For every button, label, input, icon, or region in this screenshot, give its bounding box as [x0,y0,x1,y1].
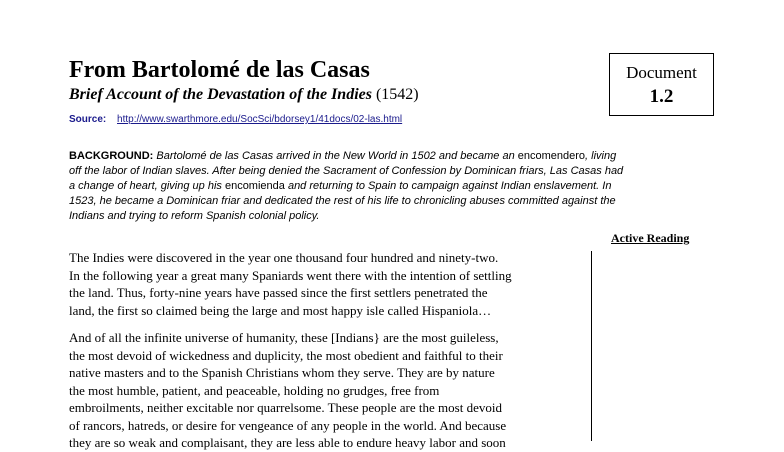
body-line: In the following year a great many Spaniards went there with the intention of settling [69,267,512,283]
document-label: Document [626,63,697,82]
body-line: the land. Thus, forty-nine years have passed since the first settlers penetrated the [69,285,488,300]
body-line: The Indies were discovered in the year one thousand four hundred and ninety-two. [69,250,499,265]
document-number: 1.2 [649,86,674,107]
encomendero-term: encomendero [517,150,586,162]
body-line: of rancors, hatreds, or desire for vengeance of any people in the world. And because [69,417,507,433]
body-line: they are so weak and complaisant, they are less able to endure heavy labor and soon [69,435,506,450]
body-line: embroilments, neither excitable nor quarrelsome. These people are the most devoid [69,400,502,415]
background-line: off the labor of Indian slaves. After being denied the Sacrament of Confession by Dominican friars, Las Casas had [69,165,624,177]
background-line: a change of heart, giving up his encomienda and returning to Spain to campaign against Indian enslavement. In [69,180,612,192]
body-line: land, the first so claimed being the large and most happy isle called Hispaniola… [69,302,492,318]
background-section [69,149,709,224]
background-line: BACKGROUND: Bartolomé de las Casas arrived in the New World in 1502 and became an encomendero, living [69,150,617,162]
work-title: Brief Account of the Devastation of the Indies [69,86,372,103]
source-line [69,113,402,127]
body-line: And of all the infinite universe of humanity, these [Indians} are the most guileless, [69,330,499,345]
source-label: Source: [69,114,107,125]
encomienda-term: encomienda [224,180,285,192]
body-line: the most humble, patient, and peaceable, holding no grudges, free from [69,382,440,398]
margin-divider [591,251,592,441]
background-line: 1523, he became a Dominican friar and dedicated the rest of his life to chronicling abuses committed against the [69,195,616,207]
work-year: (1542) [375,86,419,103]
document-subtitle [69,85,419,105]
source-link[interactable]: http://www.swarthmore.edu/SocSci/bdorsey1/41docs/02-las.html [117,114,403,125]
active-reading-heading: Active Reading [611,231,690,245]
primary-source-text [69,249,589,452]
document-number-box [609,53,714,116]
background-label: BACKGROUND: [69,150,154,162]
body-line: native masters and to the Spanish Christians whom they serve. They are by nature [69,365,495,380]
background-line: Indians and trying to reform Spanish colonial policy. [69,210,320,222]
document-title: From Bartolomé de las Casas [69,57,370,83]
body-line: the most devoid of wickedness and duplicity, the most obedient and faithful to their [69,347,503,363]
